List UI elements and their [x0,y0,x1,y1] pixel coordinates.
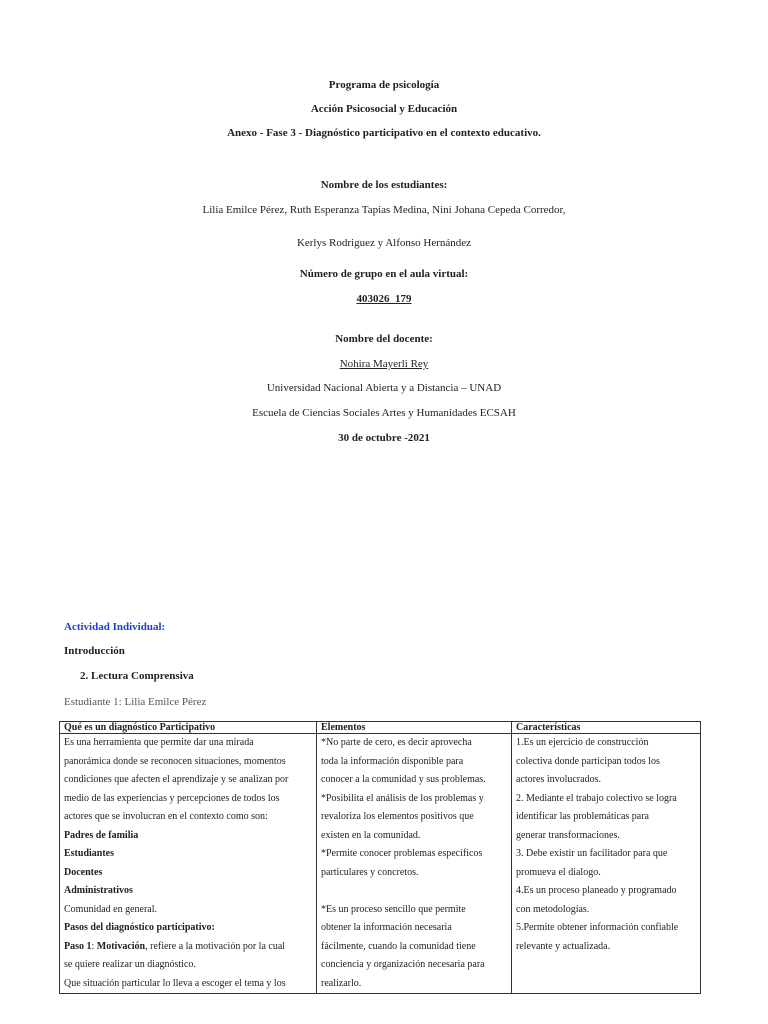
actor-item: Comunidad en general. [64,903,158,915]
definition-line: Que situación particular lo lleva a escoger el tema y los [64,977,286,989]
steps-heading: Pasos del diagnóstico participativo: [64,922,215,933]
element-spacer [321,882,507,901]
characteristics-cell [512,734,701,994]
intro-heading: Introducción [64,645,125,657]
characteristic-line: 4.Es un proceso planeado y programado [516,885,677,896]
element-line: *Permite conocer problemas específicos [321,848,483,859]
characteristic-line: 2. Mediante el trabajo colectivo se logra [516,792,677,804]
actor-item: Docentes [64,866,103,878]
definition-cell [60,734,317,994]
definition-line: condiciones que afecten el aprendizaje y se analizan por [64,774,289,785]
group-number: 403026_179 [356,293,412,305]
activity-heading: Actividad Individual: [64,621,166,633]
program-title: Programa de psicología [328,79,440,91]
element-line: toda la información disponible para [321,755,464,767]
definition-line: se quiere realizar un diagnóstico. [64,959,196,970]
element-line: realizarlo. [321,977,362,989]
students-line-1: Lilia Emilce Pérez, Ruth Esperanza Tapias Medina, Nini Johana Cepeda Corredor, [202,204,566,216]
characteristic-line: con metodologías. [516,903,590,915]
characteristic-line: promueva el dialogo. [516,866,601,878]
reading-heading: 2. Lectura Comprensiva [80,670,194,682]
university-name: Universidad Nacional Abierta y a Distancia – UNAD [266,382,502,394]
step-separator: : [91,940,97,952]
element-line: particulares y concretos. [321,866,419,878]
actor-item: Padres de familia [64,829,139,841]
definition-line: medio de las experiencias y percepciones de todos los [64,792,280,804]
actor-item: Administrativos [64,885,133,896]
actor-item: Estudiantes [64,848,115,859]
element-line: *No parte de cero, es decir aprovecha [321,737,472,748]
diagnostic-table [59,721,701,994]
element-line: revaloriza los elementos positivos que [321,811,474,822]
step-keyword: Motivación [96,940,146,952]
element-line: obtener la información necesaria [321,922,452,933]
school-name: Escuela de Ciencias Sociales Artes y Humanidades ECSAH [252,407,516,419]
definition-line: panorámica donde se reconocen situaciones, momentos [64,755,286,767]
characteristic-line: 1.Es un ejercicio de construcción [516,737,649,748]
characteristic-line: relevante y actualizada. [516,940,611,952]
step-text: , refiere a la motivación por la cual [145,940,286,952]
step-1-line [64,938,312,957]
elements-cell [317,734,512,994]
annex-title: Anexo - Fase 3 - Diagnóstico participativo en el contexto educativo. [227,127,541,139]
students-line-2: Kerlys Rodriguez y Alfonso Hernández [296,237,472,249]
characteristic-line: identificar las problemáticas para [516,811,649,822]
teacher-name: Nohira Mayerli Rey [339,358,429,370]
group-label: Número de grupo en el aula virtual: [299,268,469,280]
document-date: 30 de octubre -2021 [338,432,430,444]
characteristic-line: actores involucrados. [516,774,601,785]
table-row [60,734,701,994]
definition-line: Es una herramienta que permite dar una mirada [64,737,254,748]
element-line: existen en la comunidad. [321,829,421,841]
table-header: Elementos [317,722,512,734]
element-line: *Es un proceso sencillo que permite [321,903,466,915]
element-line: *Posibilita el análisis de los problemas y [321,792,484,804]
characteristic-line: 3. Debe existir un facilitador para que [516,848,668,859]
student-heading: Estudiante 1: Lilia Emilce Pérez [64,696,207,708]
table-header: Qué es un diagnóstico Participativo [60,722,317,734]
table-header: Características [512,722,701,734]
course-title: Acción Psicosocial y Educación [310,103,458,115]
step-label: Paso 1 [64,940,92,952]
element-line: fácilmente, cuando la comunidad tiene [321,940,476,952]
students-label: Nombre de los estudiantes: [320,179,448,191]
element-line: conciencia y organización necesaria para [321,959,485,970]
characteristic-line: generar transformaciones. [516,829,620,841]
teacher-label: Nombre del docente: [335,333,433,345]
characteristic-line: 5.Permite obtener información confiable [516,922,679,933]
definition-line: actores que se involucran en el contexto como son: [64,811,268,822]
table-header-row [60,722,701,734]
characteristic-line: colectiva donde participan todos los [516,755,660,767]
element-line: conocer a la comunidad y sus problemas. [321,774,486,785]
